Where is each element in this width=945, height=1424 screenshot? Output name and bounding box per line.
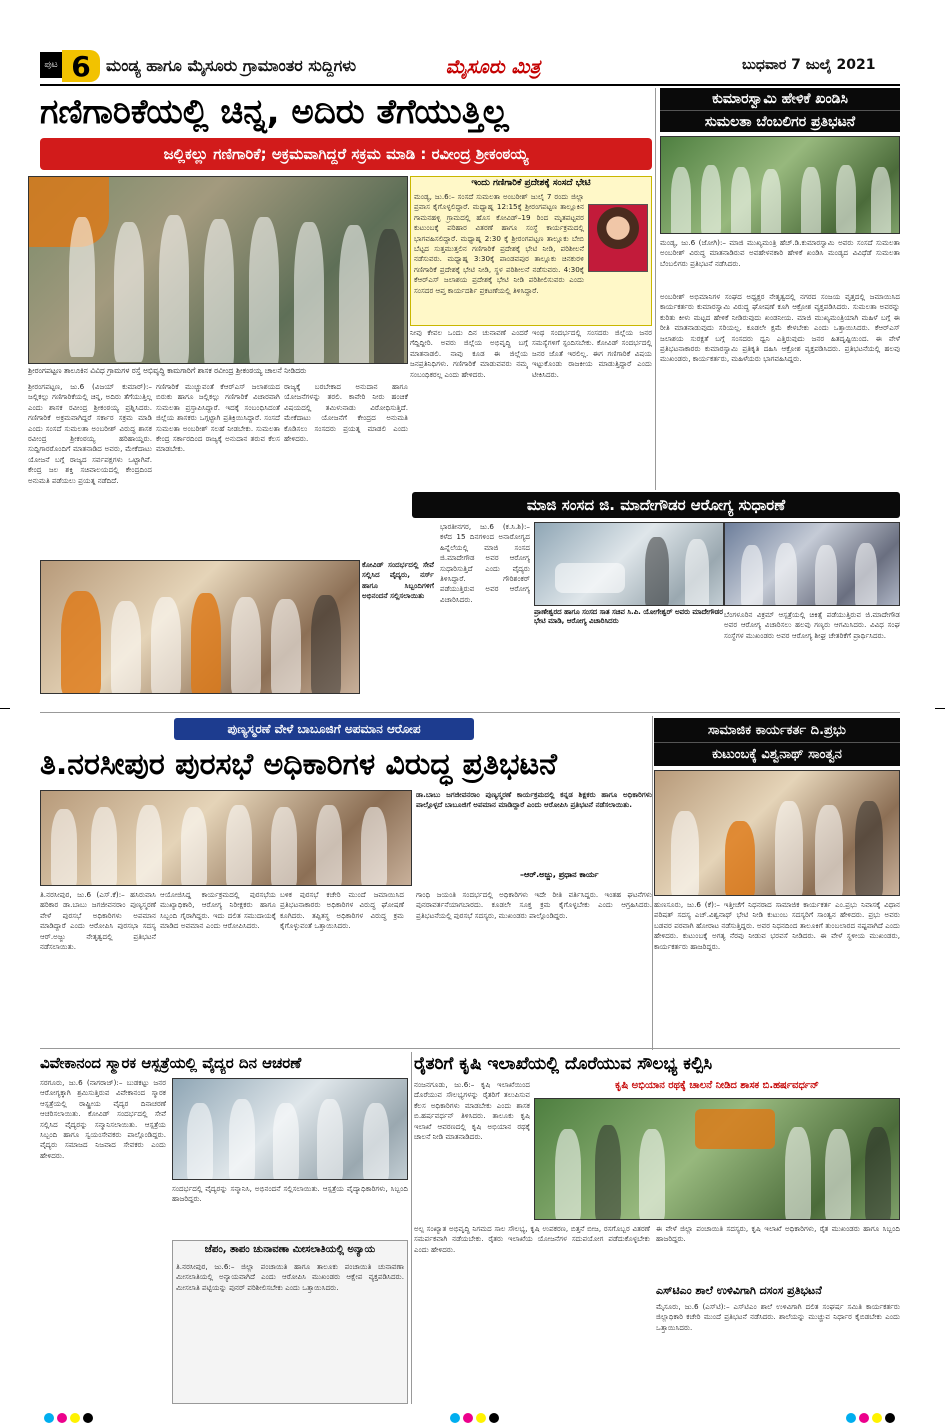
story4-headline: ತಿ.ನರಸೀಪುರ ಪುರಸಭೆ ಅಧಿಕಾರಿಗಳ ವಿರುದ್ಧ ಪ್ರತಿಭಟನೆ [40, 747, 557, 782]
story1-col5: ಇಂಥ ಸಂದರ್ಭದಲ್ಲಿ ಸಂಸದರು ಜಿಲ್ಲೆಯ ಜನರ ಸಮಸ್ಯೆಗಳಿಗೆ ಸ್ಪಂದಿಸಬೇಕು. ಕೋವಿಡ್ ಸಂದರ್ಭದಲ್ಲಿ ಜನರ ಜೊತೆ ಇರಲಿಲ್ಲ. ಈಗ ಗಣಿಗಾರಿಕೆ ವಿಷಯ ಇಟ್ಟುಕೊಂಡು ರಾಜಕೀಯ ಮಾಡುತ್ತಿದ್ದಾರೆ ಎಂದು ಟೀಕಿಸಿದರು. [532, 328, 652, 379]
story1-col2: ಗಣಿಗಾರಿಕೆ ಮುಚ್ಚುವಂತೆ ಕೆಆರ್‌ಎಸ್ ಜಲಾಶಯದ ಬಿರುಕು ಹಾಗೂ ಜಲ್ಲಿಕಲ್ಲು ಗಣಿಗಾರಿಕೆ ವಿಚಾರವಾಗಿ ಸುಮಲತಾ ಪ್ರಸ್ತಾಪಿಸಿದ್ದಾರೆ. ಇದಕ್ಕೆ ಸಂಬಂಧಿಸಿದಂತೆ ಜಿಲ್ಲೆಯ ಶಾಸಕರು ಒಗ್ಗಟ್ಟಾಗಿ ಪ್ರತಿಕ್ರಿಯಿಸಿದ್ದಾರೆ. ಸಂಸದೆ ಸುಮಲತಾ ಅಂಬರೀಶ್ ಸಲಹೆ ನೀಡಬೇಕು. ಸುಮಲತಾ ಕೇಂದ್ರ ಸರ್ಕಾರದಿಂದ ರಾಜ್ಯಕ್ಕೆ ಅನುದಾನ ತರುವ ಕೆಲಸ ಮಾಡಬೇಕು. [156, 382, 280, 454]
story6-headline: ವಿವೇಕಾನಂದ ಸ್ಮಾರಕ ಆಸ್ಪತ್ರೆಯಲ್ಲಿ ವೈದ್ಯರ ದಿನ ಆಚರಣೆ [40, 1054, 302, 1072]
story4-col1: ತಿ.ನರಸೀಪುರ, ಜು.6 (ಎಸ್.ಕೆ):– ಹಸಿರುವಾಸಿ ಹರಿಕಾರ ಡಾ.ಬಾಬು ಜಗಜೀವನರಾಂ ಪುಣ್ಯಸ್ಮರಣೆ ವೇಳೆ ಪುರಸಭೆ ಅಧಿಕಾರಿಗಳು ಅಪಮಾನ ಮಾಡಿದ್ದಾರೆ ಎಂದು ಆರೋಪಿಸಿ ಪುರಸಭಾ ಸದಸ್ಯ ಆರ್.ಅಜ್ಜು ನೇತೃತ್ವದಲ್ಲಿ ಪ್ರತಿಭಟನೆ ನಡೆಸಲಾಯಿತು. [40, 890, 156, 952]
registration-colors [846, 1408, 906, 1420]
section-rule [40, 1048, 900, 1049]
story1-col4: ನೀವು ಕೇವಲ ಒಂದು ದಿನ ಚುನಾವಣೆ ಎಂದರೆ ಗೆದ್ದಿದ್ದೀರಿ. ಅವರು ಜಿಲ್ಲೆಯ ಅಭಿವೃದ್ಧಿ ಬಗ್ಗೆ ಮಾತನಾಡಲಿ. ನಾವು ಕೂಡ ಈ ಜಿಲ್ಲೆಯ ಜನಪ್ರತಿನಿಧಿಗಳು. ಗಣಿಗಾರಿಕೆ ಮಾಡುವವರು ನಮ್ಮ ಸಂಬಂಧಿಕರಲ್ಲ ಎಂದು ಹೇಳಿದರು. [410, 328, 528, 379]
story3-headline: ಮಾಜಿ ಸಂಸದ ಜಿ. ಮಾದೇಗೌಡರ ಆರೋಗ್ಯ ಸುಧಾರಣೆ [412, 492, 900, 518]
paper-logo: ಮೈಸೂರು ಮಿತ್ರ [445, 56, 541, 78]
story7-subheadline: ಕೃಷಿ ಅಭಿಯಾನ ರಥಕ್ಕೆ ಚಾಲನೆ ನೀಡಿದ ಶಾಸಕ ಬಿ.ಹರ್ಷವರ್ಧನ್ [615, 1080, 819, 1091]
story6-sub-body: ತಿ.ನರಸೀಪುರ, ಜು.6:– ಜಿಲ್ಲಾ ಪಂಚಾಯಿತಿ ಹಾಗೂ ತಾಲೂಕು ಪಂಚಾಯಿತಿ ಚುನಾವಣಾ ಮೀಸಲಾತಿಯಲ್ಲಿ ಅನ್ಯಾಯವಾಗಿದೆ ಎಂದು ಆರೋಪಿಸಿ ಮುಖಂಡರು ಆಕ್ಷೇಪ ವ್ಯಕ್ತಪಡಿಸಿದರು. ಮೀಸಲಾತಿ ಪಟ್ಟಿಯನ್ನು ಪುನರ್ ಪರಿಶೀಲಿಸಬೇಕು ಎಂದು ಒತ್ತಾಯಿಸಿದರು. [176, 1262, 404, 1292]
story1-photo [28, 176, 408, 364]
column-rule [652, 716, 653, 1050]
story1-inset-title: ಇಂದು ಗಣಿಗಾರಿಕೆ ಪ್ರದೇಶಕ್ಕೆ ಸಂಸದೆ ಭೇಟಿ [471, 178, 591, 188]
story5-banner-line1: ಸಾಮಾಜಿಕ ಕಾರ್ಯಕರ್ತ ದಿ.ಪ್ರಭು [654, 718, 900, 742]
story5-body: ಹುಣಸೂರು, ಜು.6 (ಕೆ):– ಇತ್ತೀಚೆಗೆ ನಿಧನರಾದ ಸಾಮಾಜಿಕ ಕಾರ್ಯಕರ್ತ ಎಂ.ಪ್ರಭು ನಿವಾಸಕ್ಕೆ ವಿಧಾನ ಪರಿಷತ್ ಸದಸ್ಯ ಎಚ್.ವಿಶ್ವನಾಥ್ ಭೇಟಿ ನೀಡಿ ಕುಟುಂಬ ಸದಸ್ಯರಿಗೆ ಸಾಂತ್ವನ ಹೇಳಿದರು. ಪ್ರಭು ಅವರು ಬಡವರ ಪರವಾಗಿ ಹೋರಾಟ ನಡೆಸುತ್ತಿದ್ದರು. ಅವರ ನಿಧನದಿಂದ ತಾಲೂಕಿಗೆ ತುಂಬಲಾರದ ನಷ್ಟವಾಗಿದೆ ಎಂದು ಹೇಳಿದರು. ಕುಟುಂಬಕ್ಕೆ ಅಗತ್ಯ ನೆರವು ನೀಡುವ ಭರವಸೆ ನೀಡಿದರು. ಈ ವೇಳೆ ಸ್ಥಳೀಯ ಮುಖಂಡರು, ಕಾರ್ಯಕರ್ತರು ಹಾಜರಿದ್ದರು. [654, 900, 900, 951]
story4-side-text: ಡಾ.ಬಾಬು ಜಗಜೀವನರಾಂ ಪುಣ್ಯಸ್ಮರಣೆ ಕಾರ್ಯಕ್ರಮದಲ್ಲಿ ಕನ್ನಡ ಶಿಕ್ಷಕರು ಹಾಗೂ ಅಧಿಕಾರಿಗಳು ಪಾಲ್ಗೊಳ್ಳದೆ ಬಾಬೂಜಿಗೆ ಅಪಮಾನ ಮಾಡಿದ್ದಾರೆ ಎಂದು ಆರೋಪಿಸಿ ಪ್ರತಿಭಟನೆ ನಡೆಸಲಾಯಿತು. [416, 790, 652, 810]
story2-banner-line2: ಸುಮಲತಾ ಬೆಂಬಲಿಗರ ಪ್ರತಿಭಟನೆ [660, 110, 900, 132]
section-rule [40, 712, 900, 713]
story5-photo [654, 770, 900, 896]
crop-mark [0, 708, 10, 709]
story1-col1: ಶ್ರೀರಂಗಪಟ್ಟಣ, ಜು.6 (ವಿಜಯ್ ಕುಮಾರ್):– ಜಲ್ಲಿಕಲ್ಲು ಗಣಿಗಾರಿಕೆಯಲ್ಲಿ ಚಿನ್ನ, ಅದಿರು ತೆಗೆಯುತ್ತಿಲ್ಲ ಎಂದು ಶಾಸಕ ರವೀಂದ್ರ ಶ್ರೀಕಂಠಯ್ಯ ಪ್ರಶ್ನಿಸಿದರು. ಗಣಿಗಾರಿಕೆ ಅಕ್ರಮವಾಗಿದ್ದರೆ ಸರ್ಕಾರ ಸಕ್ರಮ ಮಾಡಿ ಎಂದು ಸಂಸದೆ ಸುಮಲತಾ ಅಂಬರೀಶ್ ವಿರುದ್ಧ ಶಾಸಕ ರವೀಂದ್ರ ಶ್ರೀಕಂಠಯ್ಯ ಹರಿಹಾಯ್ದರು. ಸುದ್ದಿಗಾರರೊಂದಿಗೆ ಮಾತನಾಡಿದ ಅವರು, ಮೇಕೆದಾಟು ಯೋಜನೆ ಬಗ್ಗೆ ರಾಜ್ಯದ ಸರ್ವಪಕ್ಷಗಳು ಒಟ್ಟಾಗಿವೆ. ಕೇಂದ್ರ ಜಲ ಶಕ್ತಿ ಸಚಿವಾಲಯದಲ್ಲಿ ಕೇಂದ್ರದಿಂದ ಅನುಮತಿ ಪಡೆಯಲು ಪ್ರಯತ್ನ ನಡೆದಿದೆ. [28, 382, 152, 485]
story7-col1: ನಂಜನಗೂಡು, ಜು.6:– ಕೃಷಿ ಇಲಾಖೆಯಿಂದ ದೊರೆಯುವ ಸೌಲಭ್ಯಗಳನ್ನು ರೈತರಿಗೆ ತಲುಪಿಸುವ ಕೆಲಸ ಅಧಿಕಾರಿಗಳು ಮಾಡಬೇಕು ಎಂದು ಶಾಸಕ ಬಿ.ಹರ್ಷವರ್ಧನ್ ತಿಳಿಸಿದರು. ತಾಲೂಕು ಕೃಷಿ ಇಲಾಖೆ ಆವರಣದಲ್ಲಿ ಕೃಷಿ ಅಭಿಯಾನ ರಥಕ್ಕೆ ಚಾಲನೆ ನೀಡಿ ಮಾತನಾಡಿದರು. [414, 1080, 530, 1142]
story1-headline: ಗಣಿಗಾರಿಕೆಯಲ್ಲಿ ಚಿನ್ನ, ಅದಿರು ತೆಗೆಯುತ್ತಿಲ್ಲ [40, 92, 509, 132]
story4-col2: ಆಯೋಜಿಸಿದ್ದ ಕಾರ್ಯಕ್ರಮದಲ್ಲಿ ಪುರಸಭೆಯ ಮುಖ್ಯಾಧಿಕಾರಿ, ಆರೋಗ್ಯ ನಿರೀಕ್ಷಕರು ಹಾಗೂ ಸಿಬ್ಬಂದಿ ಗೈರಾಗಿದ್ದರು. ಇದು ದಲಿತ ಸಮುದಾಯಕ್ಕೆ ಮಾಡಿದ ಅವಮಾನ ಎಂದು ಆರೋಪಿಸಿದರು. [160, 890, 276, 931]
issue-date: ಬುಧವಾರ 7 ಜುಲೈ 2021 [742, 57, 876, 73]
registration-colors [450, 1408, 510, 1420]
story3-hospital-caption: ಪ್ರಾಣೇಶ್ವರದ ಹಾಗೂ ಸಂಸದ ಸಾತ ಸಚಿವ ಸಿ.ಪಿ. ಯೋಗೇಶ್ವರ್ ಅವರು ಮಾದೇಗೌಡರ ಭೇಟಿ ಮಾಡಿ, ಆರೋಗ್ಯ ವಿಚಾರಿಸಿದರು [534, 608, 723, 625]
story2-caption: ಮಂಡ್ಯ, ಜು.6 (ಜೋಗಿ):– ಮಾಜಿ ಮುಖ್ಯಮಂತ್ರಿ ಹೆಚ್.ಡಿ.ಕುಮಾರಸ್ವಾಮಿ ಅವರು ಸಂಸದೆ ಸುಮಲತಾ ಅಂಬರೀಶ್ ವಿರುದ್ಧ ಮಾತನಾಡಿರುವ ಅವಹೇಳನಕಾರಿ ಹೇಳಿಕೆ ಖಂಡಿಸಿ ಮಂಡ್ಯದ ವಿವಿಧೆಡೆ ಸುಮಲತಾ ಬೆಂಬಲಿಗರು ಪ್ರತಿಭಟನೆ ನಡೆಸಿದರು. [660, 238, 900, 268]
story2-photo [660, 136, 900, 234]
mp-portrait [588, 204, 648, 272]
story7-side-headline: ಎಸ್‌ಟಿಎಂ ಶಾಲೆ ಉಳಿವಿಗಾಗಿ ದಸಂಸ ಪ್ರತಿಭಟನೆ [656, 1284, 822, 1297]
story1-inset-text: ಮಂಡ್ಯ, ಜು.6:– ಸಂಸದೆ ಸುಮಲತಾ ಅಂಬರೀಶ್ ಜುಲೈ 7 ರಂದು ಜಿಲ್ಲಾ ಪ್ರವಾಸ ಕೈಗೊಳ್ಳಲಿದ್ದಾರೆ. ಮಧ್ಯಾಹ್ನ 12:15ಕ್ಕೆ ಶ್ರೀರಂಗಪಟ್ಟಣ ತಾಲ್ಲೂಕಿನ ಗಾಮನಹಳ್ಳಿ ಗ್ರಾಮದಲ್ಲಿ ಹೊಸ ಕೋವಿಡ್–19 ರಿಂದ ಮೃತಪಟ್ಟವರ ಕುಟುಂಬಕ್ಕೆ ಪರಿಹಾರ ವಿತರಣೆ ಹಾಗೂ ಸಂಸ್ಥೆ ಕಾರ್ಯಕ್ರಮದಲ್ಲಿ ಭಾಗವಹಿಸಲಿದ್ದಾರೆ. ಮಧ್ಯಾಹ್ನ 2:30 ಕ್ಕೆ ಶ್ರೀರಂಗಪಟ್ಟಣ ತಾಲ್ಲೂಕು ಬೇಬಿ ಬೆಟ್ಟದ ಸುತ್ತಮುತ್ತಲಿನ ಗಣಿಗಾರಿಕೆ ಪ್ರದೇಶಕ್ಕೆ ಭೇಟಿ ನೀಡಿ, ಪರಿಶೀಲನೆ ನಡೆಸುವರು. ಮಧ್ಯಾಹ್ನ 3:30ಕ್ಕೆ ಪಾಂಡವಪುರ ತಾಲ್ಲೂಕು ಚಿನಕುರಳಿ ಗಣಿಗಾರಿಕೆ ಪ್ರದೇಶಕ್ಕೆ ಭೇಟಿ ನೀಡಿ, ಸ್ಥಳ ಪರಿಶೀಲನೆ ನಡೆಸುವರು. 4:30ಕ್ಕೆ ಕೆಆರ್‌ಎಸ್ ಜಲಾಶಯ ಪ್ರದೇಶಕ್ಕೆ ಭೇಟಿ ನೀಡಿ ಪರಿಶೀಲಿಸುವರು ಎಂದು ಸಂಸದರ ಆಪ್ತ ಕಾರ್ಯದರ್ಶಿ ಪ್ರಕಟಣೆಯಲ್ಲಿ ತಿಳಿಸಿದ್ದಾರೆ. [414, 192, 584, 295]
story3-col1: ಭಾರತೀನಗರ, ಜು.6 (ಕ.ಸಿ.ಶಿ):– ಕಳೆದ 15 ದಿನಗಳಿಂದ ಅನಾರೋಗ್ಯದ ಹಿನ್ನೆಲೆಯಲ್ಲಿ ಮಾಜಿ ಸಂಸದ ಜಿ.ಮಾದೇಗೌಡ ಅವರ ಆರೋಗ್ಯ ಸುಧಾರಿಸುತ್ತಿದೆ ಎಂದು ವೈದ್ಯರು ತಿಳಿಸಿದ್ದಾರೆ. ಗೌರಿಶಂಕರ್ ಪಡೆಯುತ್ತಿರುವ ಅವರ ಆರೋಗ್ಯ ವಿಚಾರಿಸಿದರು. [440, 522, 530, 604]
story6-col1: ಸರಗೂರು, ಜು.6 (ನಾಗರಾಜ್):– ಬುಡಕಟ್ಟು ಜನರ ಆರೋಗ್ಯಕ್ಕಾಗಿ ಶ್ರಮಿಸುತ್ತಿರುವ ವಿವೇಕಾನಂದ ಸ್ಮಾರಕ ಆಸ್ಪತ್ರೆಯಲ್ಲಿ ರಾಷ್ಟ್ರೀಯ ವೈದ್ಯರ ದಿನಾಚರಣೆ ಆಚರಿಸಲಾಯಿತು. ಕೋವಿಡ್ ಸಂದರ್ಭದಲ್ಲಿ ಸೇವೆ ಸಲ್ಲಿಸಿದ ವೈದ್ಯರನ್ನು ಸನ್ಮಾನಿಸಲಾಯಿತು. ಆಸ್ಪತ್ರೆಯ ಸಿಬ್ಬಂದಿ ಹಾಗೂ ಸ್ವಯಂಸೇವಕರು ಪಾಲ್ಗೊಂಡಿದ್ದರು. ವೈದ್ಯರು ಸಮಾಜದ ನಿಜವಾದ ಸೇವಕರು ಎಂದು ಹೇಳಿದರು. [40, 1078, 166, 1160]
story3-side-photo [724, 522, 900, 606]
story1-subheadline: ಜಲ್ಲಿಕಲ್ಲು ಗಣಿಗಾರಿಕೆ; ಅಕ್ರಮವಾಗಿದ್ದರೆ ಸಕ್ರಮ ಮಾಡಿ : ರವೀಂದ್ರ ಶ್ರೀಕಂಠಯ್ಯ [40, 138, 652, 170]
story6-photo [172, 1078, 408, 1180]
story4-photo [40, 790, 412, 886]
story2-banner-line1: ಕುಮಾರಸ್ವಾಮಿ ಹೇಳಿಕೆ ಖಂಡಿಸಿ [660, 88, 900, 110]
story6-sub-headline: ಜೆಪಂ, ತಾಪಂ ಚುನಾವಣಾ ಮೀಸಲಾತಿಯಲ್ಲಿ ಅನ್ಯಾಯ [204, 1244, 376, 1255]
story4-col3: ಬಳಿಕ ಪುರಸಭೆ ಕಚೇರಿ ಮುಂದೆ ಜಮಾಯಿಸಿದ ಪ್ರತಿಭಟನಾಕಾರರು ಅಧಿಕಾರಿಗಳ ವಿರುದ್ಧ ಘೋಷಣೆ ಕೂಗಿದರು. ತಪ್ಪಿತಸ್ಥ ಅಧಿಕಾರಿಗಳ ವಿರುದ್ಧ ಕ್ರಮ ಕೈಗೊಳ್ಳುವಂತೆ ಒತ್ತಾಯಿಸಿದರು. [280, 890, 404, 931]
story3-hospital-photo [534, 522, 724, 606]
registration-colors [44, 1408, 104, 1420]
story4-col4: ಗಾಂಧಿ ಜಯಂತಿ ಸಂದರ್ಭದಲ್ಲಿ ಅಧಿಕಾರಿಗಳು ಇದೇ ರೀತಿ ವರ್ತಿಸಿದ್ದರು. ಇಂತಹ ಘಟನೆಗಳು ಪುನರಾವರ್ತನೆಯಾಗಬಾರದು. ಕೂಡಲೇ ಸೂಕ್ತ ಕ್ರಮ ಕೈಗೊಳ್ಳಬೇಕು ಎಂದು ಆಗ್ರಹಿಸಿದರು. ಪ್ರತಿಭಟನೆಯಲ್ಲಿ ಪುರಸಭೆ ಸದಸ್ಯರು, ಮುಖಂಡರು ಪಾಲ್ಗೊಂಡಿದ್ದರು. [416, 890, 652, 920]
story4-kicker: ಪುಣ್ಯಸ್ಮರಣೆ ವೇಳೆ ಬಾಬೂಜಿಗೆ ಅಪಮಾನ ಆರೋಪ [174, 718, 474, 740]
page-number: 6 [62, 50, 100, 82]
column-rule [411, 1052, 412, 1404]
column-rule [655, 88, 656, 490]
story7-side-body: ಮೈಸೂರು, ಜು.6 (ಎಸ್‌ಟಿ):– ಎಸ್‌ಟಿಎಂ ಶಾಲೆ ಉಳಿವಿಗಾಗಿ ದಲಿತ ಸಂಘರ್ಷ ಸಮಿತಿ ಕಾರ್ಯಕರ್ತರು ಜಿಲ್ಲಾಧಿಕಾರಿ ಕಚೇರಿ ಮುಂದೆ ಪ್ರತಿಭಟನೆ ನಡೆಸಿದರು. ಶಾಲೆಯನ್ನು ಮುಚ್ಚುವ ನಿರ್ಧಾರ ಕೈಬಿಡಬೇಕು ಎಂದು ಒತ್ತಾಯಿಸಿದರು. [656, 1302, 900, 1332]
story3-photo [40, 560, 360, 694]
story2-body: ಅಂಬರೀಶ್ ಅಭಿಮಾನಿಗಳ ಸಂಘದ ಅಧ್ಯಕ್ಷರ ನೇತೃತ್ವದಲ್ಲಿ ನಗರದ ಸಂಜಯ ವೃತ್ತದಲ್ಲಿ ಜಮಾಯಿಸಿದ ಕಾರ್ಯಕರ್ತರು ಕುಮಾರಸ್ವಾಮಿ ವಿರುದ್ಧ ಘೋಷಣೆ ಕೂಗಿ ಆಕ್ರೋಶ ವ್ಯಕ್ತಪಡಿಸಿದರು. ಸುಮಲತಾ ಅವರನ್ನು ಕುರಿತು ಕೀಳು ಮಟ್ಟದ ಹೇಳಿಕೆ ನೀಡಿರುವುದು ಖಂಡನೀಯ. ಮಾಜಿ ಮುಖ್ಯಮಂತ್ರಿಯಾಗಿ ಮಹಿಳೆ ಬಗ್ಗೆ ಈ ರೀತಿ ಮಾತನಾಡುವುದು ಸರಿಯಲ್ಲ. ಕೂಡಲೇ ಕ್ಷಮೆ ಕೇಳಬೇಕು ಎಂದು ಒತ್ತಾಯಿಸಿದರು. ಕೆಆರ್‌ಎಸ್ ಜಲಾಶಯ ಸುರಕ್ಷತೆ ಬಗ್ಗೆ ಸಂಸದರು ಧ್ವನಿ ಎತ್ತಿರುವುದು ಜನರ ಹಿತದೃಷ್ಟಿಯಿಂದ. ಈ ವೇಳೆ ಪ್ರತಿಭಟನಾಕಾರರು ಕುಮಾರಸ್ವಾಮಿ ಪ್ರತಿಕೃತಿ ದಹಿಸಿ ಆಕ್ರೋಶ ವ್ಯಕ್ತಪಡಿಸಿದರು. ಪ್ರತಿಭಟನೆಯಲ್ಲಿ ಹಲವು ಮುಖಂಡರು, ಕಾರ್ಯಕರ್ತರು, ಮಹಿಳೆಯರು ಭಾಗವಹಿಸಿದ್ದರು. [660, 292, 900, 364]
story7-col2: ಅಲ್ಪ ಸಂಖ್ಯಾತ ಅಭಿವೃದ್ಧಿ ನಿಗಮದ ಸಾಲ ಸೌಲಭ್ಯ, ಕೃಷಿ ಉಪಕರಣ, ಬಿತ್ತನೆ ಬೀಜ, ರಸಗೊಬ್ಬರ ವಿತರಣೆ ಸಮರ್ಪಕವಾಗಿ ನಡೆಯಬೇಕು. ರೈತರು ಇಲಾಖೆಯ ಯೋಜನೆಗಳ ಸದುಪಯೋಗ ಪಡೆದುಕೊಳ್ಳಬೇಕು ಎಂದು ಹೇಳಿದರು. [414, 1224, 650, 1254]
crop-mark [935, 708, 945, 709]
story4-byline: –ಆರ್.ಅಜ್ಜು, ಪ್ರಧಾನ ಕಾರ್ಯ [520, 870, 599, 879]
story3-col2: ಬೆಂಗಳೂರಿನ ವಿಕ್ರಮ್ ಆಸ್ಪತ್ರೆಯಲ್ಲಿ ಚಿಕಿತ್ಸೆ ಪಡೆಯುತ್ತಿರುವ ಜಿ.ಮಾದೇಗೌಡ ಅವರ ಆರೋಗ್ಯ ವಿಚಾರಿಸಲು ಹಲವು ಗಣ್ಯರು ಆಗಮಿಸಿದರು. ವಿವಿಧ ಸಂಘ ಸಂಸ್ಥೆಗಳ ಮುಖಂಡರು ಅವರ ಆರೋಗ್ಯ ಶೀಘ್ರ ಚೇತರಿಕೆಗೆ ಪ್ರಾರ್ಥಿಸಿದರು. [724, 610, 900, 640]
story7-photo-caption: ಈ ವೇಳೆ ಜಿಲ್ಲಾ ಪಂಚಾಯಿತಿ ಸದಸ್ಯರು, ಕೃಷಿ ಇಲಾಖೆ ಅಧಿಕಾರಿಗಳು, ರೈತ ಮುಖಂಡರು ಹಾಗೂ ಸಿಬ್ಬಂದಿ ಹಾಜರಿದ್ದರು. [656, 1224, 900, 1244]
story7-photo [534, 1098, 900, 1220]
story7-headline: ರೈತರಿಗೆ ಕೃಷಿ ಇಲಾಖೆಯಲ್ಲಿ ದೊರೆಯುವ ಸೌಲಭ್ಯ ಕಲ್ಪಿಸಿ [414, 1054, 713, 1074]
story5-banner-line2: ಕುಟುಂಬಕ್ಕೆ ವಿಶ್ವನಾಥ್ ಸಾಂತ್ವನ [654, 742, 900, 766]
story3-photo-caption: ಕೋವಿಡ್ ಸಂದರ್ಭದಲ್ಲಿ ಸೇವೆ ಸಲ್ಲಿಸಿದ ವೈದ್ಯರು, ನರ್ಸ್ ಹಾಗೂ ಸಿಬ್ಬಂದಿಗಳಿಗೆ ಅಭಿನಂದನೆ ಸಲ್ಲಿಸಲಾಯಿತು [362, 560, 434, 601]
story1-photo-caption: ಶ್ರೀರಂಗಪಟ್ಟಣ ತಾಲೂಕಿನ ವಿವಿಧ ಗ್ರಾಮಗಳ ರಸ್ತೆ ಅಭಿವೃದ್ಧಿ ಕಾಮಗಾರಿಗೆ ಶಾಸಕ ರವೀಂದ್ರ ಶ್ರೀಕಂಠಯ್ಯ ಚಾಲನೆ ನೀಡಿದರು [28, 366, 307, 375]
page-tag: ಪುಟ [40, 52, 62, 78]
story1-col3: ರಾಜ್ಯಕ್ಕೆ ಬರಬೇಕಾದ ಅನುದಾನ ಹಾಗೂ ಯೋಜನೆಗಳನ್ನು ತರಲಿ. ಕಾವೇರಿ ನೀರು ಹಂಚಿಕೆ ವಿಷಯದಲ್ಲಿ ತಮಿಳುನಾಡು ವಿರೋಧಿಸುತ್ತಿದೆ. ಮೇಕೆದಾಟು ಯೋಜನೆಗೆ ಕೇಂದ್ರದ ಅನುಮತಿ ಕೊಡಿಸಲು ಸಂಸದರು ಪ್ರಯತ್ನ ಮಾಡಲಿ ಎಂದು ಹೇಳಿದರು. [284, 382, 408, 444]
section-name: ಮಂಡ್ಯ ಹಾಗೂ ಮೈಸೂರು ಗ್ರಾಮಾಂತರ ಸುದ್ದಿಗಳು [106, 56, 357, 75]
story6-photo-caption: ಸಂದರ್ಭದಲ್ಲಿ ವೈದ್ಯರನ್ನು ಸನ್ಮಾನಿಸಿ, ಅಭಿನಂದನೆ ಸಲ್ಲಿಸಲಾಯಿತು. ಆಸ್ಪತ್ರೆಯ ವೈದ್ಯಾಧಿಕಾರಿಗಳು, ಸಿಬ್ಬಂದಿ ಹಾಜರಿದ್ದರು. [172, 1184, 408, 1204]
